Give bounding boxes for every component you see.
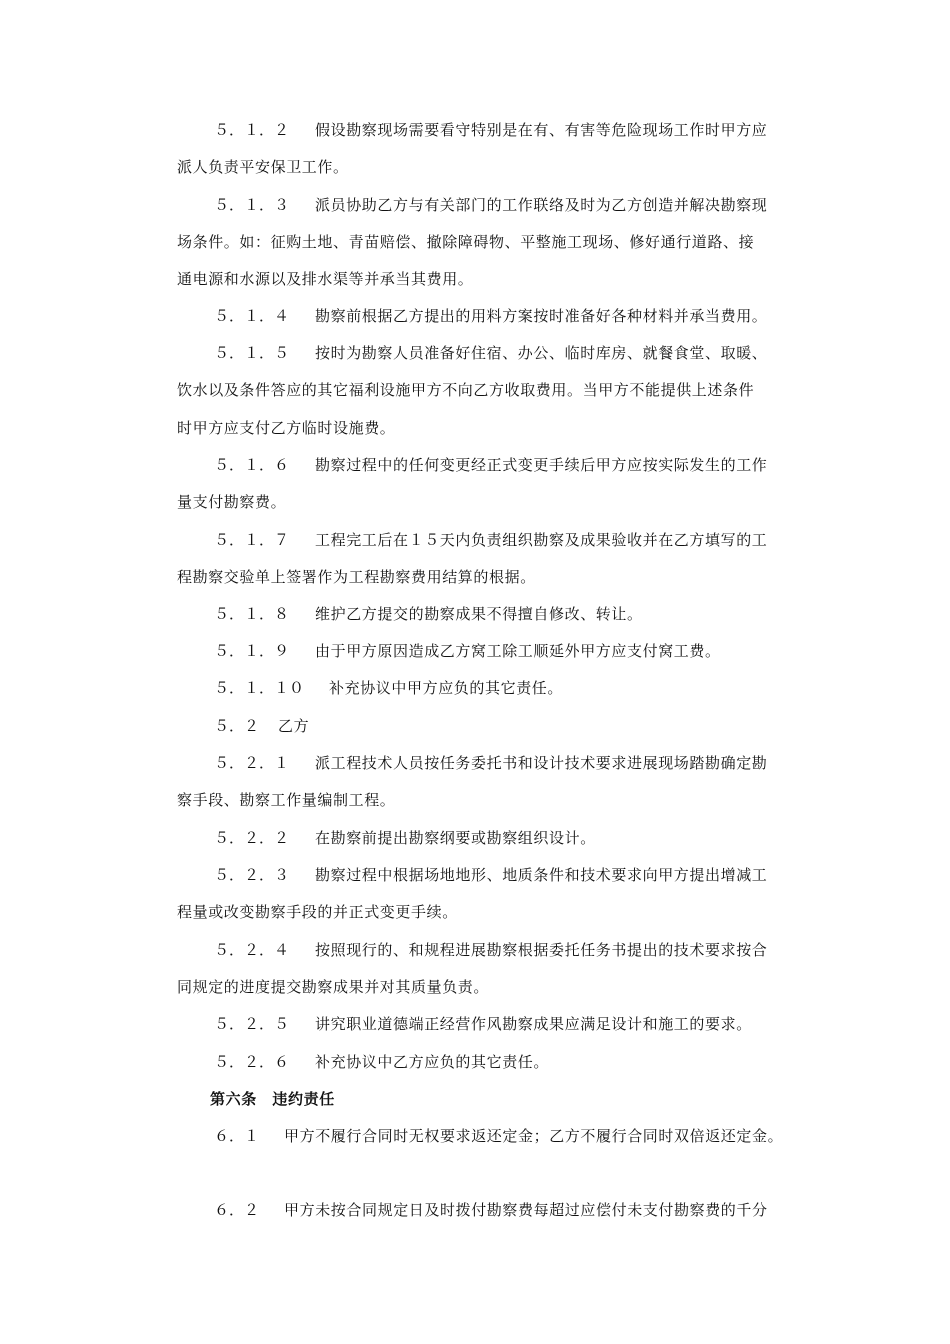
clause-5-2-4-line-2: 同规定的进度提交勘察成果并对其质量负责。 bbox=[177, 978, 490, 996]
clause-text: 补充协议中乙方应负的其它责任。 bbox=[315, 1053, 550, 1071]
clause-5-1-2-line-2: 派人负责平安保卫工作。 bbox=[177, 158, 349, 176]
clause-5-2-4-line-1 bbox=[214, 940, 767, 960]
clause-5-1-5-line-1 bbox=[214, 343, 767, 363]
clause-number: ５．１．２ bbox=[214, 121, 290, 139]
clause-5-2-1-line-1 bbox=[214, 753, 767, 773]
clause-5-1-6-line-1 bbox=[214, 455, 767, 475]
clause-text: 勘察前根据乙方提出的用料方案按时准备好各种材料并承当费用。 bbox=[315, 307, 768, 325]
clause-number: ５．１．１０ bbox=[214, 679, 305, 697]
clause-5-1-2-line-1 bbox=[214, 120, 767, 140]
clause-number: ５．２ bbox=[214, 717, 260, 735]
clause-number: ５．１．８ bbox=[214, 605, 290, 623]
clause-number: ５．１．４ bbox=[214, 307, 290, 325]
clause-5-2-3-line-1 bbox=[214, 865, 767, 885]
clause-text: 按时为勘察人员准备好住宿、办公、临时库房、就餐食堂、取暖、 bbox=[315, 344, 768, 362]
clause-number: ５．２．２ bbox=[214, 829, 290, 847]
clause-number: ６．１ bbox=[214, 1127, 260, 1145]
clause-text: 维护乙方提交的勘察成果不得擅自修改、转让。 bbox=[315, 605, 643, 623]
clause-text: 甲方未按合同规定日及时拨付勘察费每超过应偿付未支付勘察费的千分 bbox=[284, 1201, 768, 1219]
clause-number: ５．２．６ bbox=[214, 1053, 290, 1071]
clause-text: 派员协助乙方与有关部门的工作联络及时为乙方创造并解决勘察现 bbox=[315, 196, 768, 214]
clause-number: ６．２ bbox=[214, 1201, 260, 1219]
clause-5-2-2-line-1 bbox=[214, 828, 596, 848]
clause-5-1-5-line-3: 时甲方应支付乙方临时设施费。 bbox=[177, 419, 396, 437]
clause-5-1-3-line-3: 通电源和水源以及排水渠等并承当其费用。 bbox=[177, 270, 474, 288]
clause-5-2-6-line-1 bbox=[214, 1052, 549, 1072]
clause-text: 工程完工后在１５天内负责组织勘察及成果验收并在乙方填写的工 bbox=[315, 531, 768, 549]
clause-text: 补充协议中甲方应负的其它责任。 bbox=[329, 679, 564, 697]
clause-5-1-10-line-1 bbox=[214, 678, 563, 698]
clause-6-1-line-1 bbox=[214, 1126, 783, 1146]
clause-text: 勘察过程中的任何变更经正式变更手续后甲方应按实际发生的工作 bbox=[315, 456, 768, 474]
clause-5-2-line-1 bbox=[214, 716, 309, 736]
clause-5-1-7-line-2: 程勘察交验单上签署作为工程勘察费用结算的根据。 bbox=[177, 568, 536, 586]
clause-number: ５．１．７ bbox=[214, 531, 290, 549]
clause-number: ５．１．６ bbox=[214, 456, 290, 474]
clause-text: 在勘察前提出勘察纲要或勘察组织设计。 bbox=[315, 829, 596, 847]
clause-5-1-5-line-2: 饮水以及条件答应的其它福利设施甲方不向乙方收取费用。当甲方不能提供上述条件 bbox=[177, 381, 755, 399]
clause-number: ５．１．３ bbox=[214, 196, 290, 214]
clause-number: ５．２．１ bbox=[214, 754, 290, 772]
clause-number: ５．１．５ bbox=[214, 344, 290, 362]
clause-5-1-4-line-1 bbox=[214, 306, 767, 326]
clause-text: 派工程技术人员按任务委托书和设计技术要求进展现场踏勘确定勘 bbox=[315, 754, 768, 772]
clause-5-2-3-line-2: 程量或改变勘察手段的并正式变更手续。 bbox=[177, 903, 458, 921]
clause-text: 甲方不履行合同时无权要求返还定金；乙方不履行合同时双倍返还定金。 bbox=[284, 1127, 784, 1145]
clause-text: 按照现行的、和规程进展勘察根据委托任务书提出的技术要求按合 bbox=[315, 941, 768, 959]
clause-5-1-7-line-1 bbox=[214, 530, 767, 550]
clause-5-2-5-line-1 bbox=[214, 1014, 752, 1034]
clause-5-1-3-line-1 bbox=[214, 195, 767, 215]
clause-5-1-9-line-1 bbox=[214, 641, 721, 661]
clause-5-1-6-line-2: 量支付勘察费。 bbox=[177, 493, 287, 511]
clause-5-2-1-line-2: 察手段、勘察工作量编制工程。 bbox=[177, 791, 396, 809]
clause-number: ５．２．３ bbox=[214, 866, 290, 884]
clause-text: 由于甲方原因造成乙方窝工除工顺延外甲方应支付窝工费。 bbox=[315, 642, 721, 660]
clause-text: 假设勘察现场需要看守特别是在有、有害等危险现场工作时甲方应 bbox=[315, 121, 768, 139]
clause-text: 讲究职业道德端正经营作风勘察成果应满足设计和施工的要求。 bbox=[315, 1015, 752, 1033]
clause-5-1-3-line-2: 场条件。如：征购土地、青苗赔偿、撤除障碍物、平整施工现场、修好通行道路、接 bbox=[177, 233, 755, 251]
clause-number: ５．１．９ bbox=[214, 642, 290, 660]
clause-number: ５．２．４ bbox=[214, 941, 290, 959]
clause-5-1-8-line-1 bbox=[214, 604, 643, 624]
article-6-heading: 第六条 违约责任 bbox=[210, 1090, 335, 1108]
clause-6-2-line-1 bbox=[214, 1200, 768, 1220]
clause-text: 勘察过程中根据场地地形、地质条件和技术要求向甲方提出增减工 bbox=[315, 866, 768, 884]
clause-number: ５．２．５ bbox=[214, 1015, 290, 1033]
clause-text: 乙方 bbox=[278, 717, 310, 735]
